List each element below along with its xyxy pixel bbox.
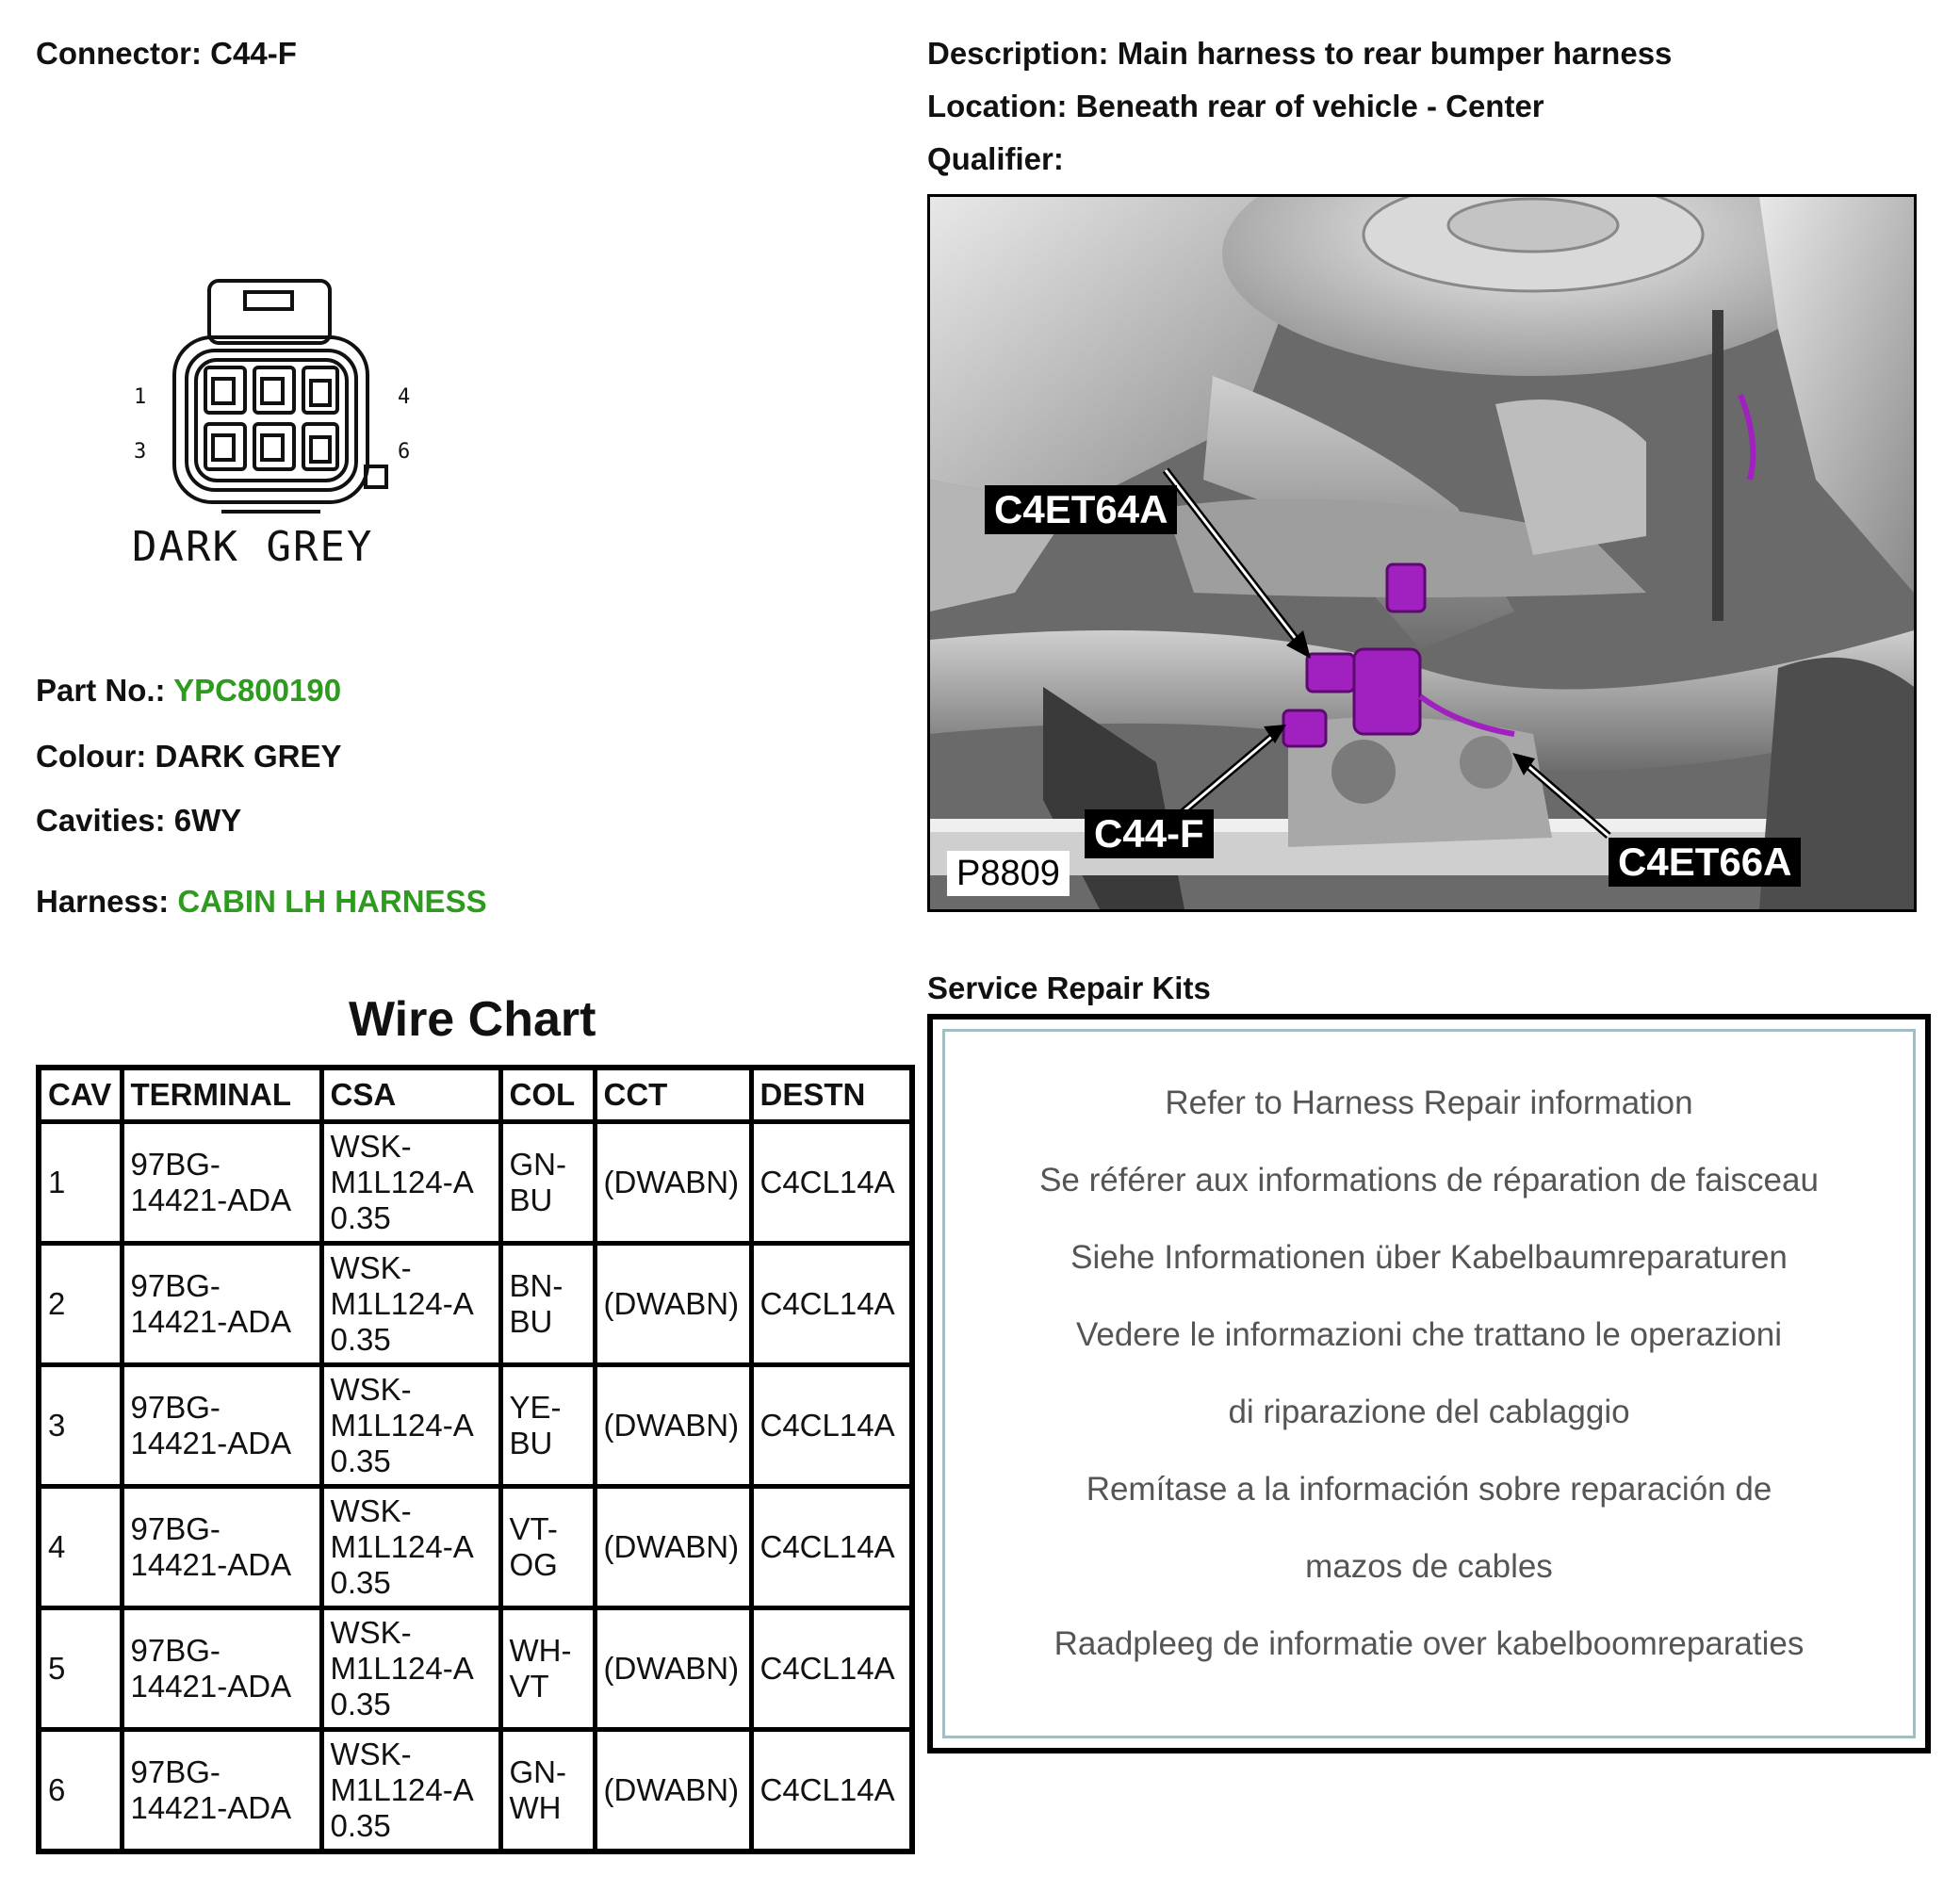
cct-cell: (DWABN) — [603, 1651, 740, 1686]
colour-cell: VT- OG — [509, 1511, 558, 1582]
wire-chart-table — [36, 1065, 915, 1854]
pin-label-1: 1 — [134, 385, 147, 409]
cav-cell: 2 — [48, 1286, 66, 1321]
table-row — [39, 1730, 912, 1852]
colour-cell: GN- WH — [509, 1754, 566, 1825]
callout-c44-f: C44-F — [1085, 809, 1214, 858]
part-number-link[interactable]: YPC800190 — [173, 673, 342, 708]
col-header-destn: DESTN — [751, 1068, 912, 1122]
table-row — [39, 1487, 912, 1608]
wire-chart-title: Wire Chart — [349, 992, 596, 1047]
cct-cell: (DWABN) — [603, 1286, 740, 1321]
csa-cell: WSK- M1L124-A 0.35 — [330, 1129, 474, 1235]
qualifier: Qualifier: — [927, 141, 1064, 176]
colour-cell: GN- BU — [509, 1147, 566, 1217]
col-header-col: COL — [500, 1068, 595, 1122]
colour-cell: WH- VT — [509, 1633, 572, 1704]
cavity-row-bottom — [205, 424, 337, 469]
service-repair-kits-heading: Service Repair Kits — [927, 970, 1211, 1005]
cct-cell: (DWABN) — [603, 1772, 740, 1807]
cav-cell: 1 — [48, 1165, 66, 1199]
table-row — [39, 1608, 912, 1730]
terminal-cell: 97BG- 14421-ADA — [130, 1754, 292, 1825]
csa-cell: WSK- M1L124-A 0.35 — [330, 1250, 474, 1357]
csa-cell: WSK- M1L124-A 0.35 — [330, 1615, 474, 1721]
terminal-cell: 97BG- 14421-ADA — [130, 1633, 292, 1704]
harness-link[interactable]: CABIN LH HARNESS — [177, 884, 487, 919]
connector-colour-label: DARK GREY — [132, 523, 374, 571]
colour-cell: YE- BU — [509, 1390, 562, 1460]
pin-label-3: 4 — [398, 385, 411, 409]
kit-line-it-2: di riparazione del cablaggio — [1228, 1394, 1630, 1430]
location: Location: Beneath rear of vehicle - Center — [927, 89, 1544, 123]
terminal-cell: 97BG- 14421-ADA — [130, 1147, 292, 1217]
destn-cell: C4CL14A — [760, 1772, 895, 1807]
location-photo — [927, 194, 1917, 912]
destn-cell: C4CL14A — [760, 1165, 895, 1199]
csa-cell: WSK- M1L124-A 0.35 — [330, 1372, 474, 1478]
terminal-cell: 97BG- 14421-ADA — [130, 1511, 292, 1582]
cavities: Cavities: 6WY — [36, 803, 242, 838]
col-header-csa: CSA — [321, 1068, 500, 1122]
kit-line-nl: Raadpleeg de informatie over kabelboomreparaties — [1054, 1625, 1805, 1662]
col-header-cct: CCT — [595, 1068, 751, 1122]
csa-cell: WSK- M1L124-A 0.35 — [330, 1493, 474, 1600]
cct-cell: (DWABN) — [603, 1408, 740, 1443]
col-header-terminal: TERMINAL — [122, 1068, 321, 1122]
part-number: Part No.: YPC800190 — [36, 673, 342, 708]
kit-line-en: Refer to Harness Repair information — [1165, 1085, 1693, 1121]
connector-id: Connector: C44-F — [36, 36, 297, 71]
terminal-cell: 97BG- 14421-ADA — [130, 1390, 292, 1460]
service-repair-kits-box — [927, 1014, 1931, 1753]
kit-line-de: Siehe Informationen über Kabelbaumreparaturen — [1070, 1239, 1788, 1276]
table-row — [39, 1122, 912, 1244]
description: Description: Main harness to rear bumper harness — [927, 36, 1673, 71]
table-row — [39, 1365, 912, 1487]
kit-line-es-1: Remítase a la información sobre reparación de — [1086, 1471, 1772, 1508]
cav-cell: 3 — [48, 1408, 66, 1443]
harness: Harness: CABIN LH HARNESS — [36, 884, 487, 919]
table-header-row — [39, 1068, 912, 1122]
cct-cell: (DWABN) — [603, 1529, 740, 1564]
kit-line-es-2: mazos de cables — [1305, 1548, 1553, 1585]
colour: Colour: DARK GREY — [36, 739, 342, 774]
table-row — [39, 1244, 912, 1365]
csa-cell: WSK- M1L124-A 0.35 — [330, 1737, 474, 1843]
vehicle-underbody-illustration — [930, 197, 1914, 909]
kit-line-fr: Se référer aux informations de réparation de faisceau — [1039, 1162, 1819, 1199]
pin-label-6: 6 — [398, 440, 411, 464]
col-header-cav: CAV — [39, 1068, 122, 1122]
pin-label-4: 3 — [134, 440, 147, 464]
destn-cell: C4CL14A — [760, 1286, 895, 1321]
destn-cell: C4CL14A — [760, 1408, 895, 1443]
cct-cell: (DWABN) — [603, 1165, 740, 1199]
callout-c4et66a: C4ET66A — [1609, 838, 1801, 887]
connector-latch-window — [245, 292, 292, 309]
connector-latch — [209, 281, 330, 343]
callout-c4et64a: C4ET64A — [985, 485, 1177, 534]
image-reference: P8809 — [947, 851, 1070, 896]
cav-cell: 5 — [48, 1651, 66, 1686]
destn-cell: C4CL14A — [760, 1529, 895, 1564]
colour-cell: BN- BU — [509, 1268, 564, 1339]
terminal-cell: 97BG- 14421-ADA — [130, 1268, 292, 1339]
cav-cell: 4 — [48, 1529, 66, 1564]
destn-cell: C4CL14A — [760, 1651, 895, 1686]
cavity-row-top — [205, 367, 337, 413]
cav-cell: 6 — [48, 1772, 66, 1807]
kit-line-it-1: Vedere le informazioni che trattano le operazioni — [1075, 1316, 1783, 1353]
